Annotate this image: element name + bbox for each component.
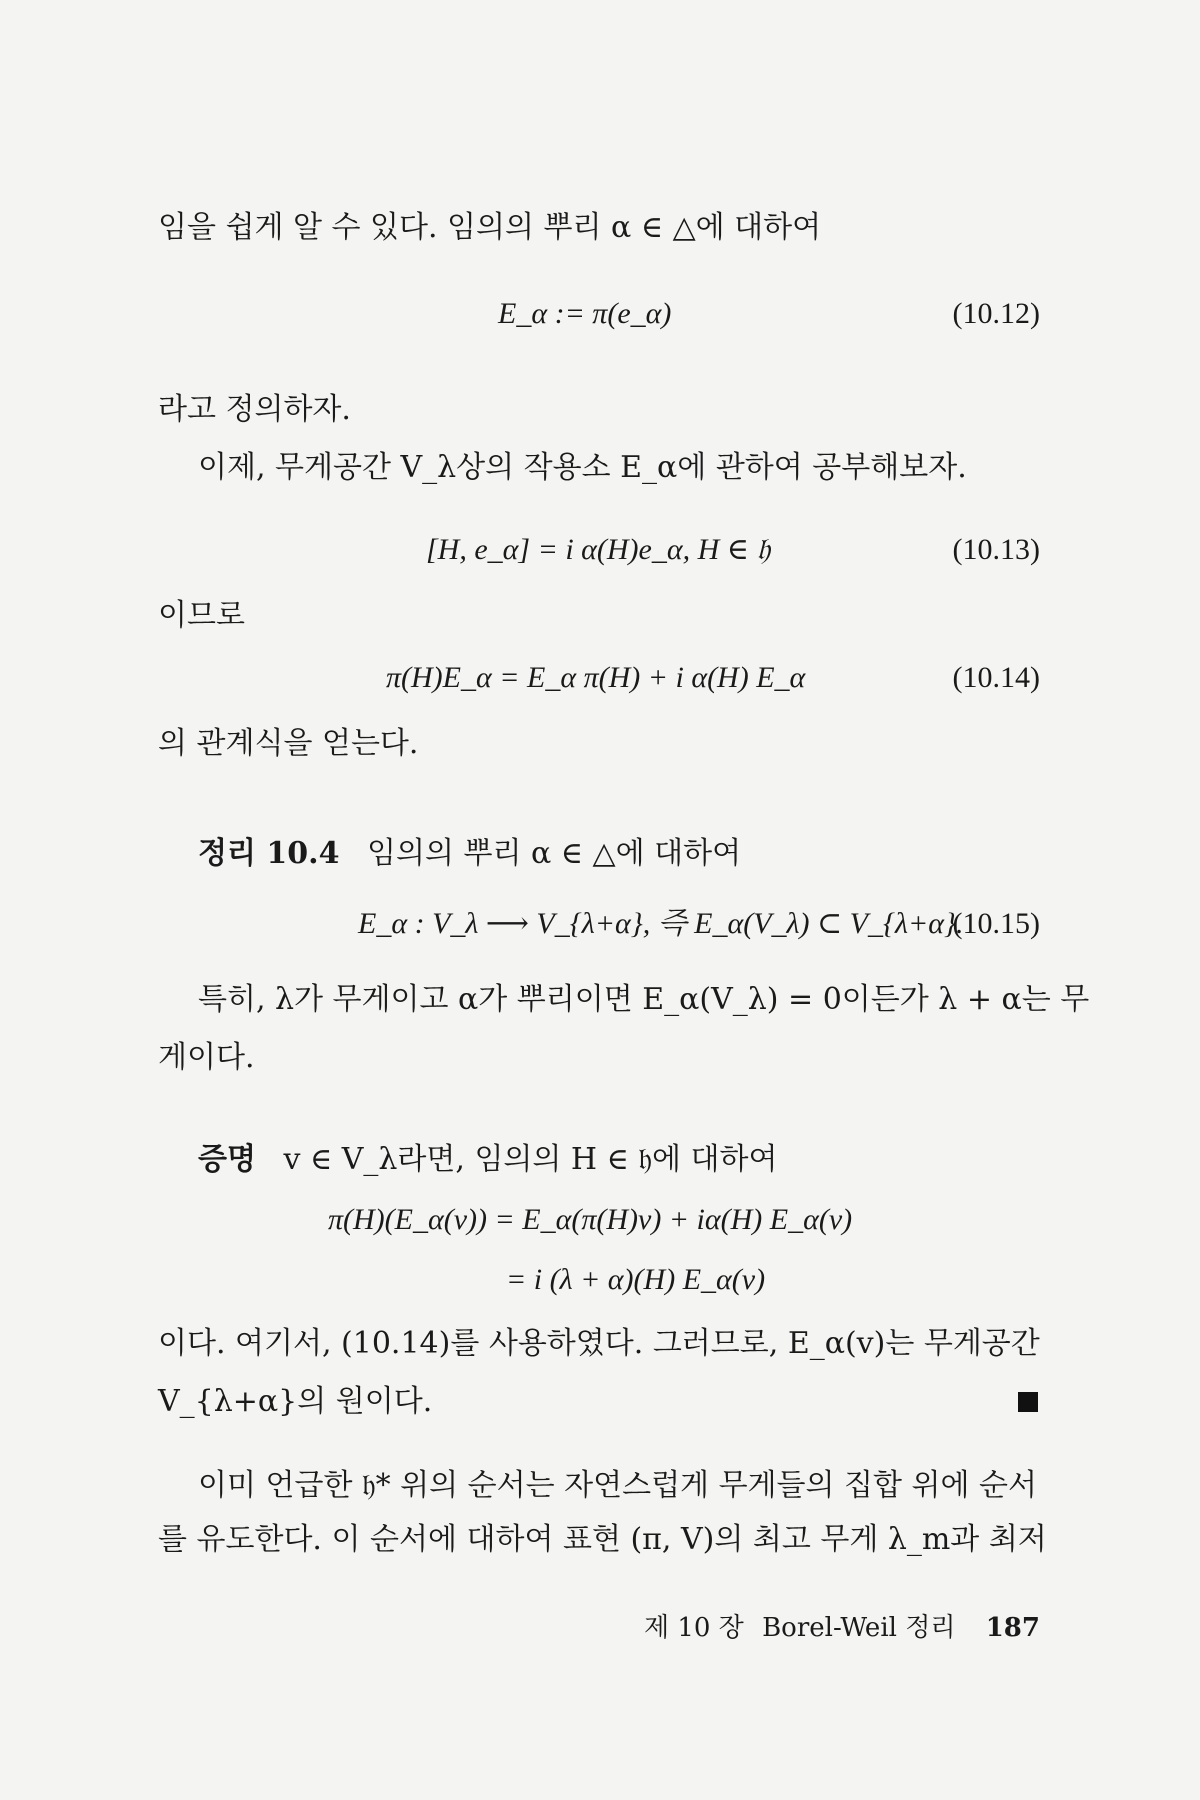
page-footer bbox=[634, 1610, 1040, 1646]
paragraph-line-3: 이제, 무게공간 V_λ상의 작용소 E_α에 관하여 공부해보자. bbox=[198, 450, 967, 485]
theorem-label: 정리 10.4 bbox=[198, 836, 340, 871]
footer-chapter: 제 10 장 bbox=[643, 1613, 744, 1643]
paragraph-line-2: 라고 정의하자. bbox=[158, 392, 351, 427]
equation-number: (10.13) bbox=[952, 533, 1040, 566]
equation-10-15 bbox=[158, 902, 1040, 946]
theorem-heading bbox=[198, 834, 1040, 874]
proof-text: v ∈ V_λ라면, 임의의 H ∈ 𝔥에 대하여 bbox=[283, 1142, 778, 1177]
paragraph-line-8: V_{λ+α}의 원이다. bbox=[158, 1384, 433, 1419]
equation-body: π(H)(E_α(v)) = E_α(π(H)v) + iα(H) E_α(v) bbox=[328, 1203, 853, 1236]
paragraph-line-7: 이다. 여기서, (10.14)를 사용하였다. 그러므로, E_α(v)는 무게공간 bbox=[158, 1326, 1040, 1361]
equation-number: (10.15) bbox=[952, 907, 1040, 940]
paragraph-line-4: 이므로 bbox=[158, 598, 245, 633]
paragraph-line-10: 를 유도한다. 이 순서에 대하여 표현 (π, V)의 최고 무게 λ_m과 최저 bbox=[158, 1522, 1047, 1557]
equation-10-14 bbox=[158, 656, 1040, 700]
footer-title: Borel-Weil 정리 bbox=[762, 1613, 956, 1643]
qed-symbol bbox=[1018, 1392, 1038, 1412]
equation-body: E_α : V_λ ⟶ V_{λ+α}, 즉 E_α(V_λ) ⊂ V_{λ+α}. bbox=[358, 907, 964, 940]
paragraph-line-1: 임을 쉽게 알 수 있다. 임의의 뿌리 α ∈ △에 대하여 bbox=[158, 210, 822, 245]
proof-heading bbox=[198, 1140, 1040, 1180]
paragraph-line-6: 게이다. bbox=[158, 1040, 255, 1075]
equation-proof-line-1 bbox=[158, 1198, 1040, 1242]
equation-body: E_α := π(e_α) bbox=[498, 297, 672, 330]
equation-10-12 bbox=[158, 292, 1040, 336]
proof-label: 증명 bbox=[198, 1142, 256, 1177]
equation-number: (10.12) bbox=[952, 297, 1040, 330]
theorem-remark: 특히, λ가 무게이고 α가 뿌리이면 E_α(V_λ) = 0이든가 λ + α는 무 bbox=[198, 982, 1090, 1017]
equation-body: = i (λ + α)(H) E_α(v) bbox=[506, 1263, 766, 1296]
equation-proof-line-2 bbox=[158, 1258, 1040, 1302]
equation-number: (10.14) bbox=[952, 661, 1040, 694]
theorem-text: 임의의 뿌리 α ∈ △에 대하여 bbox=[367, 836, 742, 871]
equation-10-13 bbox=[158, 528, 1040, 572]
paragraph-line-5: 의 관계식을 얻는다. bbox=[158, 726, 419, 761]
equation-body: π(H)E_α = E_α π(H) + i α(H) E_α bbox=[386, 661, 806, 694]
page-number: 187 bbox=[985, 1613, 1040, 1643]
equation-body: [H, e_α] = i α(H)e_α, H ∈ 𝔥 bbox=[426, 533, 771, 566]
paragraph-line-9: 이미 언급한 𝔥* 위의 순서는 자연스럽게 무게들의 집합 위에 순서 bbox=[198, 1468, 1037, 1503]
